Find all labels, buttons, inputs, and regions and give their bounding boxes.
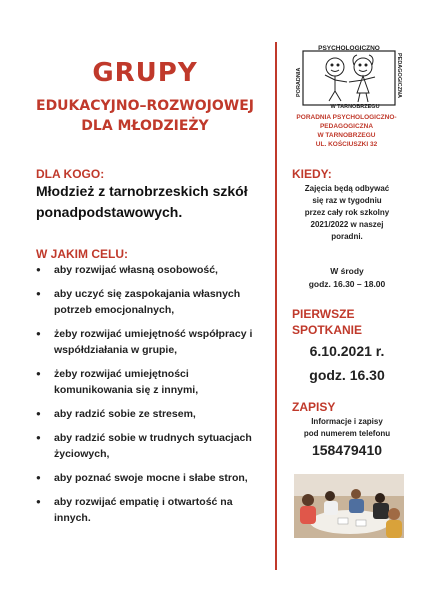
- kiedy-line: poradni.: [331, 232, 363, 241]
- kiedy-schedule: [282, 265, 412, 291]
- kiedy-line: przez cały rok szkolny: [304, 208, 390, 217]
- logo-right-text: PEDAGOGICZNA: [396, 53, 402, 98]
- logo-top-text: PSYCHOLOGICZNO: [318, 45, 380, 52]
- list-item: ● aby uczyć się zaspokajania własnych potrzeb emocjonalnych,: [36, 286, 264, 318]
- pierwsze-date: 6.10.2021 r.: [309, 343, 385, 359]
- zapisy-heading: ZAPISY: [292, 400, 336, 414]
- kiedy-text: [282, 183, 412, 243]
- list-item: ● aby rozwijać własną osobowość,: [36, 262, 264, 278]
- caption-line: PEDAGOGICZNA: [319, 123, 374, 130]
- logo-left-text: PORADNIA: [296, 67, 302, 97]
- kiedy-line: Zajęcia będą odbywać: [304, 184, 390, 193]
- list-item: ● aby radzić sobie ze stresem,: [36, 406, 264, 422]
- zapisy-line: pod numerem telefonu: [303, 429, 391, 438]
- dla-kogo-heading: DLA KOGO:: [36, 167, 105, 181]
- list-item: ● aby rozwijać empatię i otwartość na innych.: [36, 494, 264, 526]
- list-item: ● aby radzić sobie w trudnych sytuacjach życiowych,: [36, 430, 264, 462]
- list-item: ● żeby rozwijać umiejętności komunikowania się z innymi,: [36, 366, 264, 398]
- zapisy-text: [282, 416, 412, 440]
- pierwsze-details: [282, 339, 412, 387]
- caption-line: PORADNIA PSYCHOLOGICZNO-: [296, 114, 397, 121]
- list-item: ● aby poznać swoje mocne i słabe stron,: [36, 470, 264, 486]
- title-line-1: GRUPY: [92, 58, 198, 88]
- caption-line: W TARNOBRZEGU: [317, 132, 376, 139]
- dla-kogo-text: Młodzież z tarnobrzeskich szkół ponadpodstawowych.: [36, 183, 248, 220]
- title-line-2: EDUKACYJNO–ROZWOJOWEJ: [36, 98, 254, 114]
- kiedy-heading: KIEDY:: [292, 167, 332, 181]
- list-item: ● żeby rozwijać umiejętność współpracy i współdziałania w grupie,: [36, 326, 264, 358]
- pierwsze-time: godz. 16.30: [309, 367, 385, 383]
- goals-list: [36, 262, 264, 534]
- children-drawing-icon: [325, 55, 375, 102]
- vertical-divider: [275, 42, 277, 570]
- caption-line: UL. KOŚCIUSZKI 32: [315, 141, 378, 148]
- kiedy-line: 2021/2022 w naszej: [310, 220, 384, 229]
- logo-bottom-text: W TARNOBRZEGU: [330, 104, 380, 110]
- logo-caption: [284, 113, 409, 149]
- pierwsze-heading-line: PIERWSZE: [292, 307, 355, 321]
- cel-heading: W JAKIM CELU:: [36, 247, 128, 261]
- group-photo-image: [294, 474, 404, 538]
- poradnia-logo: [291, 45, 406, 110]
- kiedy-line: się raz w tygodniu: [312, 196, 382, 205]
- flyer-title: [20, 58, 270, 136]
- kiedy-day: W środy: [330, 266, 364, 276]
- kiedy-hours: godz. 16.30 – 18.00: [308, 279, 386, 289]
- pierwsze-heading: [292, 306, 362, 338]
- zapisy-line: Informacje i zapisy: [311, 417, 383, 426]
- phone-number: 158479410: [311, 442, 383, 458]
- title-line-3: DLA MŁODZIEŻY: [81, 118, 209, 134]
- pierwsze-heading-line: SPOTKANIE: [292, 323, 363, 337]
